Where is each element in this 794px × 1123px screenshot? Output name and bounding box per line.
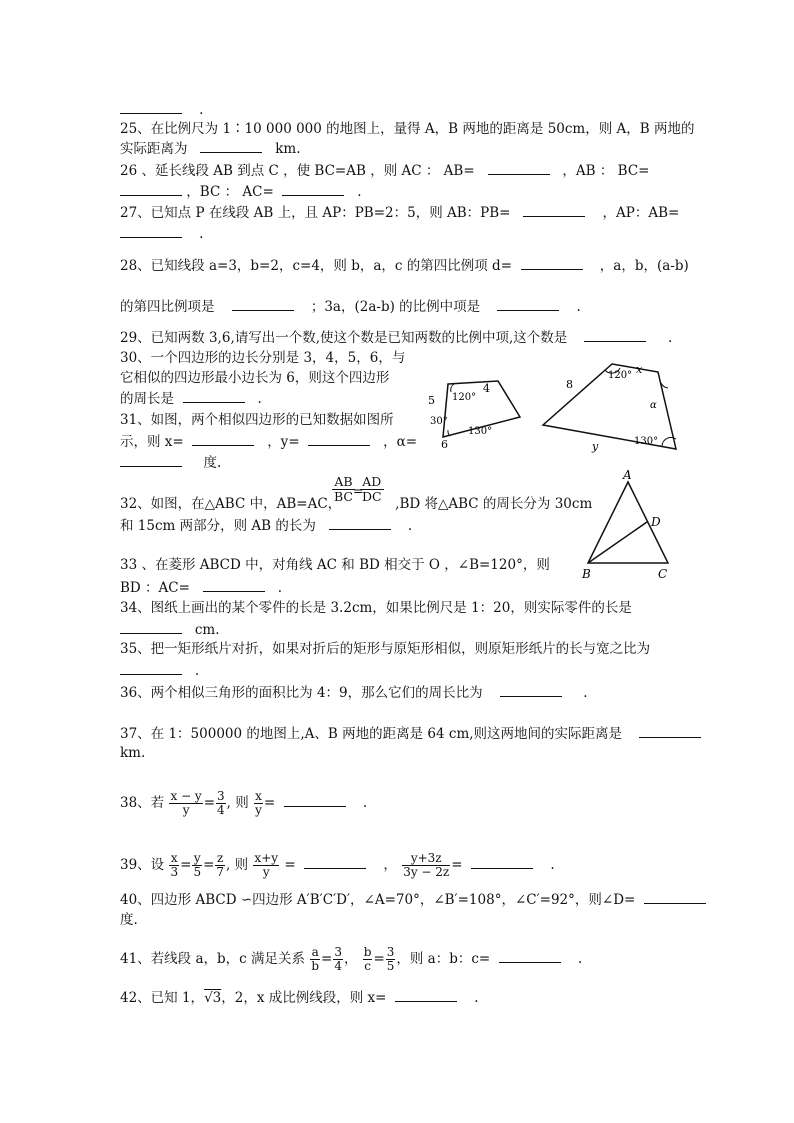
vertex-c-label: C xyxy=(658,567,668,581)
label-q1-angle3: 130° xyxy=(468,426,493,437)
q30-line2: 它相似的四边形最小边长为 6，则这个四边形 xyxy=(120,370,390,386)
label-q1-side-c: 6 xyxy=(441,438,448,451)
q40-line2: 度. xyxy=(120,912,138,928)
q28-line1: 28、已知线段 a=3，b=2，c=4，则 b，a，c 的第四比例项 d= ，a，b，(a-b) xyxy=(120,258,689,274)
label-q2-side-c: y xyxy=(592,440,599,453)
q29-line1: 29、已知两数 3,6,请写出一个数,使这个数是已知两数的比例中项,这个数是 . xyxy=(120,330,673,346)
q26-line2: ，BC ： AC= . xyxy=(120,182,362,201)
q31-line2: 示，则 x= ，y= ，α= xyxy=(120,434,418,450)
answer-blank[interactable] xyxy=(120,661,182,675)
answer-blank[interactable] xyxy=(499,949,561,963)
label-q2-angle1: 120° xyxy=(608,370,633,381)
answer-blank[interactable] xyxy=(329,516,391,530)
similar-quadrilaterals-figure xyxy=(410,350,680,460)
q25-line1: 25、在比例尺为 1∶10 000 000 的地图上，量得 A，B 两地的距离是 50cm，则 A，B 两地的 xyxy=(120,121,695,137)
q34-line2: cm. xyxy=(120,620,220,639)
q30-line1: 30、一个四边形的边长分别是 3，4，5，6，与 xyxy=(120,350,406,366)
answer-blank[interactable] xyxy=(308,432,370,446)
label-q1-side-a: 4 xyxy=(483,382,490,395)
q26-line1: 26 、延长线段 AB 到点 C ，使 BC=AB ，则 AC ： AB= ，AB ： BC= xyxy=(120,163,650,179)
q35-line2: . xyxy=(120,661,199,680)
answer-blank[interactable] xyxy=(500,683,562,697)
q38-line1: 38、若 $\frac{x - y}{y}$ = $\frac{3}{4}$ , 则 $\frac{x}{y}$ = . xyxy=(120,789,368,817)
q32-equals: = xyxy=(353,483,364,498)
answer-blank[interactable] xyxy=(584,328,646,342)
answer-blank[interactable] xyxy=(120,224,182,238)
q32-line2: 和 15cm 两部分，则 AB 的长为 . xyxy=(120,518,413,534)
answer-blank[interactable] xyxy=(521,256,583,270)
label-q1-angle2: 30° xyxy=(430,416,448,427)
q24-tail: . xyxy=(120,100,203,119)
answer-blank[interactable] xyxy=(203,578,265,592)
answer-blank[interactable] xyxy=(192,432,254,446)
sqrt-three: √3 xyxy=(204,990,222,1006)
vertex-a-label: A xyxy=(623,468,632,482)
q41-fraction-35: $\frac{3}{5}$ xyxy=(386,945,395,973)
q39-fraction-xy-y: $\frac{x+y}{y}$ xyxy=(254,851,279,879)
triangle-abc-figure xyxy=(576,466,676,584)
q39-fraction-y5: $\frac{y}{5}$ xyxy=(193,851,202,879)
q42-line1: 42、已知 1，√3，2，x 成比例线段，则 x= . xyxy=(120,990,479,1006)
answer-blank[interactable] xyxy=(497,297,559,311)
q30-line3: 的周长是 . xyxy=(120,391,262,407)
point-d-label: D xyxy=(651,515,661,529)
answer-blank[interactable] xyxy=(471,855,533,869)
q32-line1: 32、如图，在△ABC 中，AB=AC， ,BD 将△ABC 的周长分为 30cm xyxy=(120,496,593,512)
answer-blank[interactable] xyxy=(232,297,294,311)
label-q2-side-b: x xyxy=(636,363,643,376)
q36-line1: 36、两个相似三角形的面积比为 4：9，那么它们的周长比为 . xyxy=(120,685,588,701)
q38-fraction-lhs: $\frac{x - y}{y}$ xyxy=(170,789,202,817)
q38-fraction-x-y: $\frac{x}{y}$ xyxy=(255,789,262,817)
q28-line2: 的第四比例项是 ；3a，(2a-b) 的比例中项是 . xyxy=(120,299,581,315)
q31-line1: 31、如图，两个相似四边形的已知数据如图所 xyxy=(120,412,394,428)
q27-line1: 27、已知点 P 在线段 AB 上，且 AP：PB=2：5，则 AB：PB= ，AP：AB= xyxy=(120,205,680,221)
q41-line1: 41、若线段 a，b，c 满足关系 $\frac{a}{b}$ = $\frac{3}{4}$ ， $\frac{b}{c}$ = $\frac{3}{5}$ ，则 a：b：c= . xyxy=(120,945,583,973)
q39-fraction-z7: $\frac{z}{7}$ xyxy=(216,851,225,879)
label-q2-angle2: α xyxy=(650,400,657,411)
answer-blank[interactable] xyxy=(282,182,344,196)
q40-line1: 40、四边形 ABCD ∽四边形 A′B′C′D′，∠A=70°，∠B′=108°，∠C′=92°，则∠D= xyxy=(120,890,706,909)
q37-line2: km. xyxy=(120,745,146,761)
answer-blank[interactable] xyxy=(200,139,262,153)
q35-line1: 35、把一矩形纸片对折，如果对折后的矩形与原矩形相似，则原矩形纸片的长与宽之比为 xyxy=(120,641,651,657)
label-q1-side-b: 5 xyxy=(428,394,435,407)
answer-blank[interactable] xyxy=(120,453,182,467)
q38-fraction-rhs: $\frac{3}{4}$ xyxy=(217,789,225,817)
q25-line2: 实际距离为 km. xyxy=(120,141,301,157)
q39-line1: 39、设 $\frac{x}{3}$ = $\frac{y}{5}$ = $\frac{z}{7}$ , 则 $\frac{x+y}{y}$ = ， $\frac{y+3z}{3y - 2z}$ = . xyxy=(120,851,555,879)
q41-fraction-ab: $\frac{a}{b}$ xyxy=(311,945,319,973)
vertex-b-label: B xyxy=(582,567,591,581)
answer-blank[interactable] xyxy=(644,890,706,904)
answer-blank[interactable] xyxy=(395,988,457,1002)
small-quadrilateral xyxy=(428,381,520,451)
q41-fraction-34: $\frac{3}{4}$ xyxy=(334,945,342,973)
q34-line1: 34、图纸上画出的某个零件的长是 3.2cm，如果比例尺是 1：20，则实际零件的长是 xyxy=(120,600,632,616)
answer-blank[interactable] xyxy=(639,724,701,738)
label-q1-angle1: 120° xyxy=(452,392,477,403)
answer-blank[interactable] xyxy=(120,182,182,196)
answer-blank[interactable] xyxy=(488,161,550,175)
q27-line2: . xyxy=(120,224,203,243)
q32-fraction-ad-dc: $\frac{AD}{DC}$ xyxy=(362,474,382,504)
answer-blank[interactable] xyxy=(183,389,245,403)
q32-fraction-ab-bc: $\frac{AB}{BC}$ xyxy=(334,474,353,504)
q41-fraction-bc: $\frac{b}{c}$ xyxy=(363,945,372,973)
answer-blank[interactable] xyxy=(120,100,182,114)
q33-line1: 33 、在菱形 ABCD 中，对角线 AC 和 BD 相交于 O ，∠B=120°，则 xyxy=(120,557,550,573)
q39-fraction-x3: $\frac{x}{3}$ xyxy=(170,851,179,879)
large-quadrilateral xyxy=(543,363,676,453)
q33-line2: BD ：AC= . xyxy=(120,580,282,596)
answer-blank[interactable] xyxy=(304,855,366,869)
answer-blank[interactable] xyxy=(284,793,346,807)
label-q2-side-a: 8 xyxy=(566,378,573,391)
q31-line3: 度. xyxy=(120,453,221,472)
answer-blank[interactable] xyxy=(120,620,182,634)
q39-fraction-y3z: $\frac{y+3z}{3y - 2z}$ xyxy=(403,851,450,879)
label-q2-angle3: 130° xyxy=(634,436,659,447)
q37-line1: 37、在 1：500000 的地图上,A、B 两地的距离是 64 cm,则这两地间的实际距离是 xyxy=(120,724,701,743)
answer-blank[interactable] xyxy=(523,203,585,217)
